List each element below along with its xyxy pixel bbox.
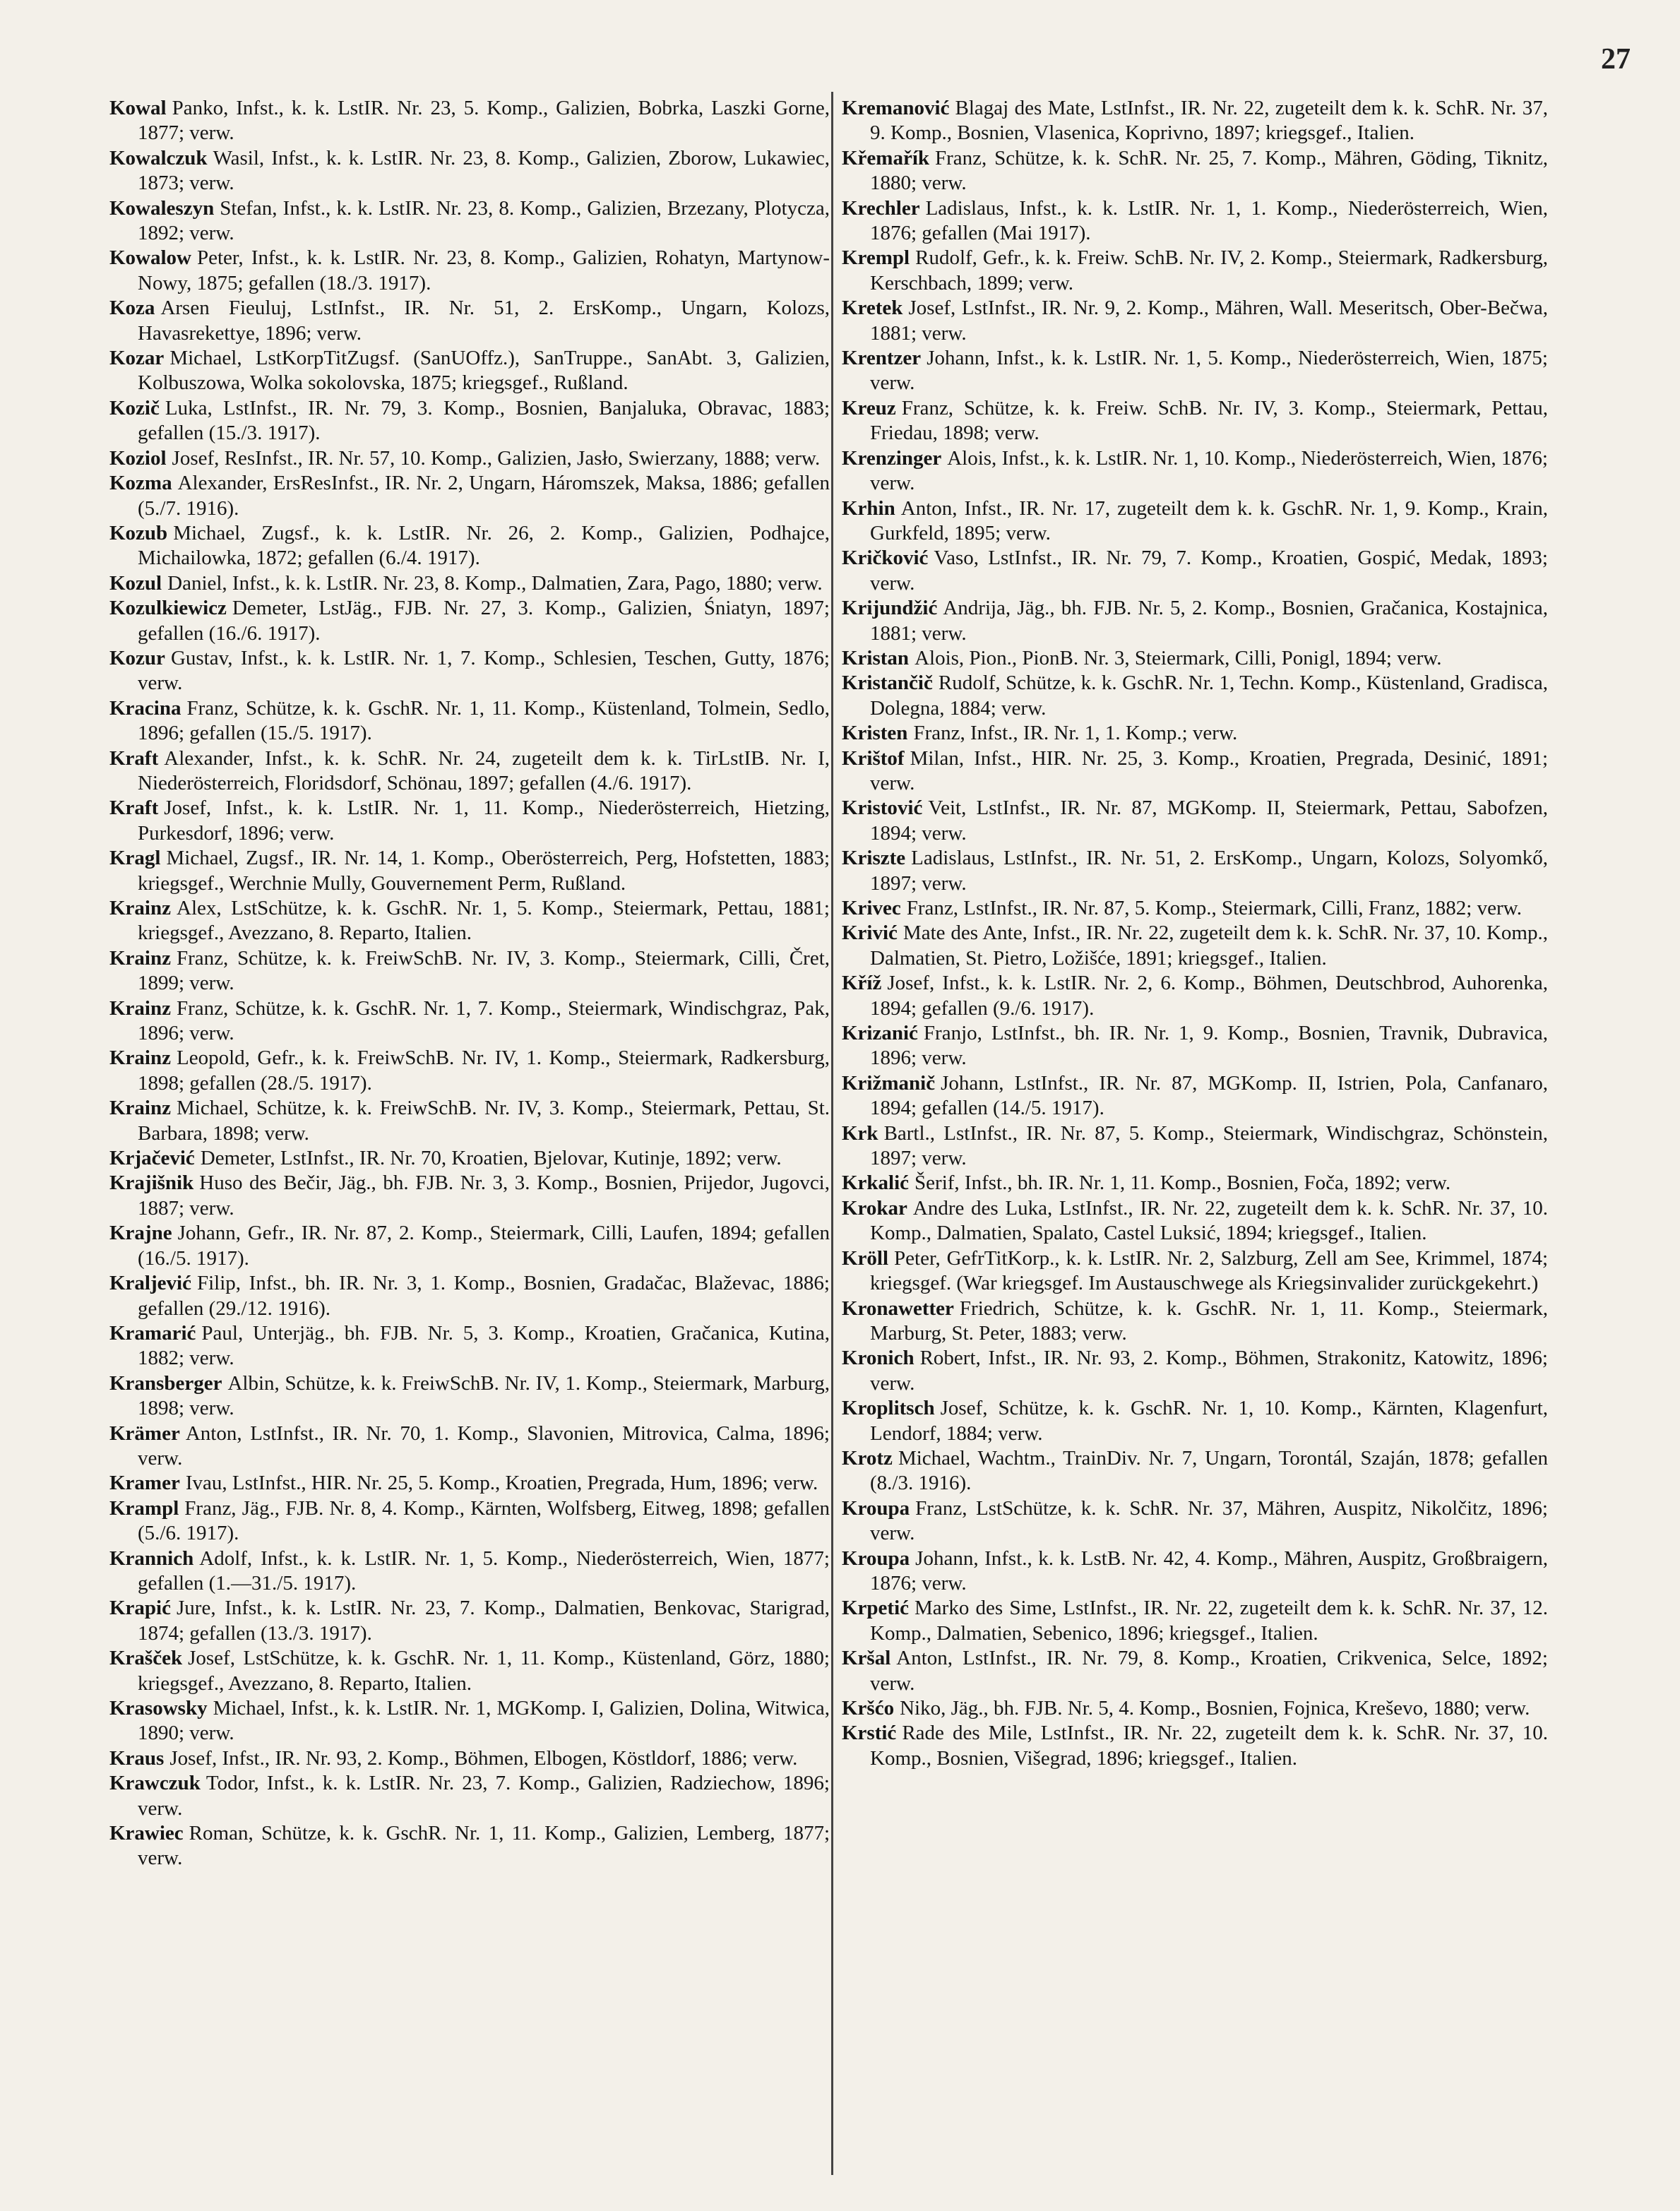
- casualty-entry: [842, 796, 1548, 846]
- entry-details: Johann, Gefr., IR. Nr. 87, 2. Komp., Steiermark, Cilli, Laufen, 1894; gefallen (16./5. 1917).: [138, 1222, 830, 1270]
- entry-details: Josef, Infst., k. k. LstIR. Nr. 2, 6. Komp., Böhmen, Deutschbrod, Auhorenka, 1894; gefallen (9./6. 1917).: [870, 972, 1548, 1020]
- entry-surname: Kršal: [842, 1647, 891, 1670]
- casualty-entry: [109, 1422, 830, 1472]
- entry-details: Johann, Infst., k. k. LstB. Nr. 42, 4. Komp., Mähren, Auspitz, Großbraigern, 1876; verw.: [870, 1546, 1548, 1595]
- casualty-entry: [109, 521, 830, 571]
- casualty-entry: [842, 921, 1548, 971]
- entry-details: Šerif, Infst., bh. IR. Nr. 1, 11. Komp., Bosnien, Foča, 1892; verw.: [915, 1172, 1451, 1195]
- casualty-entry: [109, 896, 830, 946]
- right-column: [842, 96, 1548, 2179]
- casualty-entry: [842, 1021, 1548, 1071]
- casualty-entry: [842, 1596, 1548, 1646]
- casualty-entry: [842, 1121, 1548, 1172]
- entry-details: Michael, Wachtm., TrainDiv. Nr. 7, Ungarn, Torontál, Szaján, 1878; gefallen (8./3. 1916).: [870, 1446, 1548, 1495]
- entry-details: Michael, Zugsf., IR. Nr. 14, 1. Komp., Oberösterreich, Perg, Hofstetten, 1883; kriegsgef., Werchnie Mully, Gouvernement Perm, Rußland.: [138, 847, 830, 895]
- entry-surname: Kowal: [109, 97, 167, 119]
- entry-surname: Krapić: [109, 1597, 171, 1620]
- casualty-entry: [842, 546, 1548, 596]
- entry-details: Peter, Infst., k. k. LstIR. Nr. 23, 8. Komp., Galizien, Rohatyn, Martynow-Nowy, 1875; gefallen (18./3. 1917).: [138, 246, 830, 294]
- entry-details: Veit, LstInfst., IR. Nr. 87, MGKomp. II, Steiermark, Pettau, Sabofzen, 1894; verw.: [870, 797, 1548, 845]
- entry-details: Leopold, Gefr., k. k. FreiwSchB. Nr. IV, 1. Komp., Steiermark, Radkersburg, 1898; gefallen (28./5. 1917).: [138, 1047, 830, 1095]
- entry-details: Milan, Infst., HIR. Nr. 25, 3. Komp., Kroatien, Pregrada, Desinić, 1891; verw.: [870, 746, 1548, 794]
- entry-surname: Kröll: [842, 1246, 889, 1270]
- entry-surname: Krainz: [109, 996, 171, 1020]
- entry-surname: Koziol: [109, 446, 167, 470]
- entry-surname: Krajne: [109, 1222, 172, 1245]
- casualty-entry: [842, 671, 1548, 721]
- entry-surname: Krannich: [109, 1546, 194, 1570]
- page-number: 27: [1601, 43, 1631, 76]
- entry-surname: Krotz: [842, 1446, 893, 1470]
- entry-surname: Kreuz: [842, 396, 896, 419]
- casualty-entry: [109, 1646, 830, 1696]
- entry-surname: Križmanič: [842, 1071, 936, 1095]
- casualty-entry: [109, 1146, 830, 1171]
- entry-surname: Kowalow: [109, 246, 191, 270]
- entry-details: Blagaj des Mate, LstInfst., IR. Nr. 22, zugeteilt dem k. k. SchR. Nr. 37, 9. Komp., Bosnien, Vlasenica, Koprivno, 1897; kriegsgef., Italien.: [870, 97, 1548, 145]
- casualty-entry: [109, 1596, 830, 1646]
- casualty-entry: [109, 996, 830, 1047]
- entry-details: Michael, Infst., k. k. LstIR. Nr. 1, MGKomp. I, Galizien, Dolina, Witwica, 1890; verw.: [138, 1697, 830, 1745]
- entry-surname: Koza: [109, 297, 155, 320]
- entry-surname: Kroupa: [842, 1496, 910, 1520]
- entry-details: Wasil, Infst., k. k. LstIR. Nr. 23, 8. Komp., Galizien, Zborow, Lukawiec, 1873; verw.: [138, 146, 830, 195]
- entry-surname: Kříž: [842, 972, 882, 995]
- entry-details: Anton, LstInfst., IR. Nr. 79, 8. Komp., Kroatien, Crikvenica, Selce, 1892; verw.: [870, 1647, 1548, 1695]
- entry-surname: Kronich: [842, 1347, 915, 1370]
- entry-details: Josef, Schütze, k. k. GschR. Nr. 1, 10. Komp., Kärnten, Klagenfurt, Lendorf, 1884; verw.: [870, 1397, 1548, 1445]
- casualty-entry: [109, 846, 830, 896]
- entry-details: Anton, Infst., IR. Nr. 17, zugeteilt dem k. k. GschR. Nr. 1, 9. Komp., Krain, Gurkfeld, 1895; verw.: [870, 496, 1548, 544]
- casualty-entry: [842, 1721, 1548, 1771]
- casualty-entry: [109, 346, 830, 396]
- entry-surname: Kozma: [109, 472, 172, 495]
- entry-details: Rudolf, Schütze, k. k. GschR. Nr. 1, Techn. Komp., Küstenland, Gradisca, Dolegna, 1884; verw.: [870, 672, 1548, 720]
- entry-surname: Krašček: [109, 1647, 183, 1670]
- casualty-entry: [842, 596, 1548, 646]
- entry-surname: Kriszte: [842, 847, 906, 870]
- entry-details: Friedrich, Schütze, k. k. GschR. Nr. 1, 11. Komp., Steiermark, Marburg, St. Peter, 1883; verw.: [870, 1297, 1548, 1345]
- entry-details: Peter, GefrTitKorp., k. k. LstIR. Nr. 2, Salzburg, Zell am See, Krimmel, 1874; kriegsgef. (War kriegsgef. Im Austauschwege als Kriegsinvalider zurückgekehrt.): [870, 1246, 1548, 1295]
- entry-surname: Kraft: [109, 797, 159, 820]
- entry-surname: Krawiec: [109, 1822, 184, 1845]
- entry-surname: Krechler: [842, 196, 920, 220]
- entry-surname: Krkalić: [842, 1172, 910, 1195]
- entry-surname: Kremanović: [842, 97, 950, 119]
- entry-surname: Kronawetter: [842, 1297, 954, 1320]
- entry-surname: Kristen: [842, 722, 908, 745]
- entry-details: Franz, Infst., IR. Nr. 1, 1. Komp.; verw.: [913, 722, 1238, 745]
- entry-details: Alois, Infst., k. k. LstIR. Nr. 1, 10. Komp., Niederösterreich, Wien, 1876; verw.: [870, 446, 1548, 495]
- entry-details: Robert, Infst., IR. Nr. 93, 2. Komp., Böhmen, Strakonitz, Katowitz, 1896; verw.: [870, 1347, 1548, 1395]
- casualty-entry: [842, 346, 1548, 396]
- entry-surname: Kroupa: [842, 1546, 910, 1570]
- casualty-entry: [842, 746, 1548, 797]
- casualty-entry: [109, 1171, 830, 1221]
- entry-details: Andre des Luka, LstInfst., IR. Nr. 22, zugeteilt dem k. k. SchR. Nr. 37, 10. Komp., Dalmatien, Spalato, Castel Luksić, 1894; kriegsgef., Italien.: [870, 1196, 1548, 1245]
- entry-details: Mate des Ante, Infst., IR. Nr. 22, zugeteilt dem k. k. SchR. Nr. 37, 10. Komp., Dalmatien, St. Pietro, Ložišće, 1891; kriegsgef., Italien.: [870, 922, 1548, 970]
- entry-surname: Kozulkiewicz: [109, 597, 227, 620]
- casualty-entry: [842, 146, 1548, 196]
- entry-details: Marko des Sime, LstInfst., IR. Nr. 22, zugeteilt dem k. k. SchR. Nr. 37, 12. Komp., Dalmatien, Sebenico, 1896; kriegsgef., Italien.: [870, 1597, 1548, 1645]
- entry-details: Huso des Bečir, Jäg., bh. FJB. Nr. 3, 3. Komp., Bosnien, Prijedor, Jugovci, 1887; verw.: [138, 1172, 830, 1220]
- casualty-entry: [109, 1321, 830, 1371]
- entry-surname: Krainz: [109, 1097, 171, 1120]
- entry-surname: Krajišnik: [109, 1172, 194, 1195]
- entry-surname: Kristančič: [842, 672, 933, 695]
- entry-details: Alex, LstSchütze, k. k. GschR. Nr. 1, 5. Komp., Steiermark, Pettau, 1881; kriegsgef., Avezzano, 8. Reparto, Italien.: [138, 897, 830, 945]
- entry-details: Daniel, Infst., k. k. LstIR. Nr. 23, 8. Komp., Dalmatien, Zara, Pago, 1880; verw.: [167, 571, 823, 595]
- entry-details: Rade des Mile, LstInfst., IR. Nr. 22, zugeteilt dem k. k. SchR. Nr. 37, 10. Komp., Bosnien, Višegrad, 1896; kriegsgef., Italien.: [870, 1722, 1548, 1770]
- entry-details: Alois, Pion., PionB. Nr. 3, Steiermark, Cilli, Ponigl, 1894; verw.: [915, 646, 1442, 669]
- entry-surname: Krawczuk: [109, 1772, 201, 1795]
- entry-surname: Krjačević: [109, 1147, 195, 1170]
- entry-surname: Krištof: [842, 746, 905, 770]
- casualty-entry: [109, 246, 830, 296]
- entry-surname: Krempl: [842, 246, 910, 270]
- casualty-entry: [842, 646, 1548, 671]
- entry-surname: Krainz: [109, 897, 171, 919]
- entry-details: Alexander, Infst., k. k. SchR. Nr. 24, zugeteilt dem k. k. TirLstIB. Nr. I, Niederösterreich, Floridsdorf, Schönau, 1897; gefallen (4./6. 1917).: [138, 746, 830, 794]
- entry-details: Ladislaus, LstInfst., IR. Nr. 51, 2. ErsKomp., Ungarn, Kolozs, Solyomkő, 1897; verw.: [870, 847, 1548, 895]
- entry-details: Jure, Infst., k. k. LstIR. Nr. 23, 7. Komp., Dalmatien, Benkovac, Starigrad, 1874; gefallen (13./3. 1917).: [138, 1597, 830, 1645]
- casualty-entry: [842, 196, 1548, 246]
- casualty-entry: [842, 496, 1548, 547]
- casualty-entry: [109, 1471, 830, 1496]
- entry-details: Franz, LstSchütze, k. k. SchR. Nr. 37, Mähren, Auspitz, Nikolčitz, 1896; verw.: [870, 1496, 1548, 1545]
- casualty-entry: [842, 971, 1548, 1021]
- entry-surname: Kristan: [842, 646, 910, 669]
- entry-surname: Krpetić: [842, 1597, 910, 1620]
- casualty-entry: [109, 1821, 830, 1871]
- entry-details: Michael, Schütze, k. k. FreiwSchB. Nr. IV, 3. Komp., Steiermark, Pettau, St. Barbara, 1898; verw.: [138, 1097, 830, 1145]
- entry-surname: Kraljević: [109, 1272, 191, 1295]
- entry-details: Franjo, LstInfst., bh. IR. Nr. 1, 9. Komp., Bosnien, Travnik, Dubravica, 1896; verw.: [870, 1022, 1548, 1070]
- entry-surname: Krainz: [109, 1047, 171, 1070]
- entry-details: Josef, LstInfst., IR. Nr. 9, 2. Komp., Mähren, Wall. Meseritsch, Ober-Bečwa, 1881; verw.: [870, 297, 1548, 345]
- entry-surname: Krämer: [109, 1422, 180, 1445]
- entry-surname: Kretek: [842, 297, 903, 320]
- entry-details: Franz, Jäg., FJB. Nr. 8, 4. Komp., Kärnten, Wolfsberg, Eitweg, 1898; gefallen (5./6. 1917).: [138, 1496, 830, 1545]
- entry-details: Anton, LstInfst., IR. Nr. 70, 1. Komp., Slavonien, Mitrovica, Calma, 1896; verw.: [138, 1422, 830, 1470]
- entry-details: Franz, LstInfst., IR. Nr. 87, 5. Komp., Steiermark, Cilli, Franz, 1882; verw.: [906, 897, 1522, 919]
- entry-details: Michael, Zugsf., k. k. LstIR. Nr. 26, 2. Komp., Galizien, Podhajce, Michailowka, 1872; gefallen (6./4. 1917).: [138, 521, 830, 570]
- casualty-entry: [109, 1371, 830, 1422]
- entry-details: Demeter, LstJäg., FJB. Nr. 27, 3. Komp., Galizien, Śniatyn, 1897; gefallen (16./6. 1917).: [138, 597, 830, 645]
- entry-surname: Kragl: [109, 847, 161, 870]
- entry-surname: Krasowsky: [109, 1697, 208, 1720]
- entry-surname: Krampl: [109, 1496, 179, 1520]
- casualty-entry: [109, 446, 830, 471]
- entry-details: Johann, LstInfst., IR. Nr. 87, MGKomp. II, Istrien, Pola, Canfanaro, 1894; gefallen (14./5. 1917).: [870, 1071, 1548, 1120]
- casualty-entry: [109, 396, 830, 446]
- left-column: [109, 96, 830, 2179]
- entry-details: Demeter, LstInfst., IR. Nr. 70, Kroatien, Bjelovar, Kutinje, 1892; verw.: [200, 1147, 782, 1170]
- entry-details: Michael, LstKorpTitZugsf. (SanUOffz.), SanTruppe., SanAbt. 3, Galizien, Kolbuszowa, Wolka sokolovska, 1875; kriegsgef., Rußland.: [138, 347, 830, 395]
- casualty-entry: [842, 296, 1548, 346]
- casualty-entry: [842, 1446, 1548, 1496]
- entry-details: Filip, Infst., bh. IR. Nr. 3, 1. Komp., Bosnien, Gradačac, Blaževac, 1886; gefallen (29./12. 1916).: [138, 1272, 830, 1320]
- entry-details: Johann, Infst., k. k. LstIR. Nr. 1, 5. Komp., Niederösterreich, Wien, 1875; verw.: [870, 347, 1548, 395]
- entry-surname: Kozub: [109, 521, 168, 544]
- casualty-entry: [842, 396, 1548, 446]
- entry-details: Ivau, LstInfst., HIR. Nr. 25, 5. Komp., Kroatien, Pregrada, Hum, 1896; verw.: [185, 1472, 818, 1495]
- casualty-entry: [842, 896, 1548, 921]
- casualty-entry: [109, 1696, 830, 1746]
- entry-surname: Kraus: [109, 1746, 165, 1770]
- entry-details: Franz, Schütze, k. k. GschR. Nr. 1, 11. Komp., Küstenland, Tolmein, Sedlo, 1896; gefallen (15./5. 1917).: [138, 696, 830, 745]
- casualty-entry: [109, 696, 830, 746]
- casualty-entry: [109, 196, 830, 246]
- entry-surname: Krizanić: [842, 1022, 918, 1045]
- casualty-entry: [842, 1546, 1548, 1597]
- entry-details: Ladislaus, Infst., k. k. LstIR. Nr. 1, 1. Komp., Niederösterreich, Wien, 1876; gefallen (Mai 1917).: [870, 196, 1548, 245]
- entry-surname: Kršćo: [842, 1697, 895, 1720]
- entry-details: Adolf, Infst., k. k. LstIR. Nr. 1, 5. Komp., Niederösterreich, Wien, 1877; gefallen (1.—31./5. 1917).: [138, 1546, 830, 1595]
- entry-surname: Kozič: [109, 396, 160, 419]
- entry-surname: Krk: [842, 1121, 878, 1145]
- casualty-entry: [109, 796, 830, 846]
- entry-details: Todor, Infst., k. k. LstIR. Nr. 23, 7. Komp., Galizien, Radziechow, 1896; verw.: [138, 1772, 830, 1820]
- entry-surname: Kramer: [109, 1472, 180, 1495]
- entry-details: Rudolf, Gefr., k. k. Freiw. SchB. Nr. IV, 2. Komp., Steiermark, Radkersburg, Kerschbach, 1899; verw.: [870, 246, 1548, 294]
- casualty-entry: [109, 1096, 830, 1146]
- casualty-entry: [109, 1746, 830, 1771]
- entry-surname: Kraft: [109, 746, 159, 770]
- casualty-entry: [842, 1196, 1548, 1246]
- casualty-entry: [842, 1297, 1548, 1347]
- casualty-entry: [842, 1246, 1548, 1297]
- entry-surname: Krhin: [842, 496, 895, 520]
- casualty-entry: [109, 1046, 830, 1096]
- casualty-entry: [842, 1646, 1548, 1696]
- entry-surname: Krijundžić: [842, 597, 938, 620]
- entry-details: Franz, Schütze, k. k. SchR. Nr. 25, 7. Komp., Mähren, Göding, Tiknitz, 1880; verw.: [870, 146, 1548, 195]
- entry-surname: Kracina: [109, 696, 181, 720]
- entry-details: Niko, Jäg., bh. FJB. Nr. 5, 4. Komp., Bosnien, Fojnica, Kreševo, 1880; verw.: [900, 1697, 1530, 1720]
- entry-surname: Krstić: [842, 1722, 897, 1745]
- entry-surname: Krainz: [109, 946, 171, 970]
- casualty-entry: [109, 296, 830, 346]
- entry-details: Luka, LstInfst., IR. Nr. 79, 3. Komp., Bosnien, Banjaluka, Obravac, 1883; gefallen (15./3. 1917).: [138, 396, 830, 445]
- casualty-entry: [842, 1171, 1548, 1196]
- entry-surname: Kransberger: [109, 1371, 222, 1395]
- entry-surname: Kozur: [109, 646, 165, 669]
- entry-details: Franz, Schütze, k. k. GschR. Nr. 1, 7. Komp., Steiermark, Windischgraz, Pak, 1896; verw.: [138, 996, 830, 1045]
- casualty-entry: [842, 1396, 1548, 1446]
- casualty-entry: [109, 1221, 830, 1271]
- casualty-entry: [109, 1496, 830, 1546]
- entry-surname: Kozar: [109, 347, 165, 370]
- entry-surname: Krenzinger: [842, 446, 942, 470]
- entry-details: Arsen Fieuluj, LstInfst., IR. Nr. 51, 2. ErsKomp., Ungarn, Kolozs, Havasrekettye, 1896; verw.: [138, 297, 830, 345]
- casualty-entry: [842, 1696, 1548, 1721]
- casualty-entry: [842, 721, 1548, 746]
- casualty-entry: [109, 596, 830, 646]
- entry-details: Josef, Infst., k. k. LstIR. Nr. 1, 11. Komp., Niederösterreich, Hietzing, Purkesdorf, 1896; verw.: [138, 797, 830, 845]
- casualty-entry: [842, 846, 1548, 896]
- entry-details: Franz, Schütze, k. k. Freiw. SchB. Nr. IV, 3. Komp., Steiermark, Pettau, Friedau, 1898; verw.: [870, 396, 1548, 445]
- entry-surname: Kowaleszyn: [109, 196, 215, 220]
- casualty-entry: [842, 1496, 1548, 1546]
- casualty-entry: [109, 571, 830, 596]
- entry-details: Josef, LstSchütze, k. k. GschR. Nr. 1, 11. Komp., Küstenland, Görz, 1880; kriegsgef., Avezzano, 8. Reparto, Italien.: [138, 1647, 830, 1695]
- entry-surname: Kozul: [109, 571, 162, 595]
- casualty-entry: [109, 96, 830, 146]
- casualty-entry: [109, 646, 830, 696]
- entry-details: Alexander, ErsResInfst., IR. Nr. 2, Ungarn, Háromszek, Maksa, 1886; gefallen (5./7. 1916).: [138, 472, 830, 520]
- entry-surname: Krentzer: [842, 347, 922, 370]
- column-divider: [831, 92, 833, 2175]
- casualty-entry: [109, 1771, 830, 1821]
- entry-surname: Křemařík: [842, 146, 930, 169]
- entry-surname: Kroplitsch: [842, 1397, 935, 1420]
- entry-details: Andrija, Jäg., bh. FJB. Nr. 5, 2. Komp., Bosnien, Gračanica, Kostajnica, 1881; verw.: [870, 597, 1548, 645]
- entry-details: Panko, Infst., k. k. LstIR. Nr. 23, 5. Komp., Galizien, Bobrka, Laszki Gorne, 1877; verw.: [138, 97, 830, 145]
- entry-surname: Kramarić: [109, 1321, 196, 1345]
- casualty-entry: [109, 946, 830, 996]
- entry-surname: Kristović: [842, 797, 923, 820]
- entry-details: Gustav, Infst., k. k. LstIR. Nr. 1, 7. Komp., Schlesien, Teschen, Gutty, 1876; verw.: [138, 646, 830, 695]
- casualty-entry: [109, 471, 830, 521]
- entry-surname: Kričković: [842, 547, 929, 570]
- entry-details: Stefan, Infst., k. k. LstIR. Nr. 23, 8. Komp., Galizien, Brzezany, Plotycza, 1892; verw.: [138, 196, 830, 245]
- entry-details: Josef, ResInfst., IR. Nr. 57, 10. Komp., Galizien, Jasło, Swierzany, 1888; verw.: [172, 446, 821, 470]
- casualty-entry: [842, 246, 1548, 296]
- entry-details: Vaso, LstInfst., IR. Nr. 79, 7. Komp., Kroatien, Gospić, Medak, 1893; verw.: [870, 547, 1548, 595]
- entry-details: Paul, Unterjäg., bh. FJB. Nr. 5, 3. Komp., Kroatien, Gračanica, Kutina, 1882; verw.: [138, 1321, 830, 1370]
- casualty-entry: [842, 96, 1548, 146]
- entry-surname: Krokar: [842, 1196, 907, 1220]
- casualty-entry: [842, 446, 1548, 496]
- entry-surname: Krivec: [842, 897, 901, 919]
- casualty-entry: [109, 1546, 830, 1597]
- entry-details: Albin, Schütze, k. k. FreiwSchB. Nr. IV, 1. Komp., Steiermark, Marburg, 1898; verw.: [138, 1371, 830, 1420]
- casualty-entry: [109, 146, 830, 196]
- casualty-entry: [842, 1346, 1548, 1396]
- entry-surname: Kowalczuk: [109, 146, 208, 169]
- entry-surname: Krivić: [842, 922, 898, 945]
- casualty-entry: [842, 1071, 1548, 1121]
- casualty-entry: [109, 746, 830, 797]
- entry-details: Josef, Infst., IR. Nr. 93, 2. Komp., Böhmen, Elbogen, Köstldorf, 1886; verw.: [169, 1746, 798, 1770]
- entry-details: Franz, Schütze, k. k. FreiwSchB. Nr. IV, 3. Komp., Steiermark, Cilli, Čret, 1899; verw.: [138, 946, 830, 995]
- entry-details: Roman, Schütze, k. k. GschR. Nr. 1, 11. Komp., Galizien, Lemberg, 1877; verw.: [138, 1822, 830, 1870]
- casualty-entry: [109, 1271, 830, 1321]
- entry-details: Bartl., LstInfst., IR. Nr. 87, 5. Komp., Steiermark, Windischgraz, Schönstein, 1897; verw.: [870, 1121, 1548, 1170]
